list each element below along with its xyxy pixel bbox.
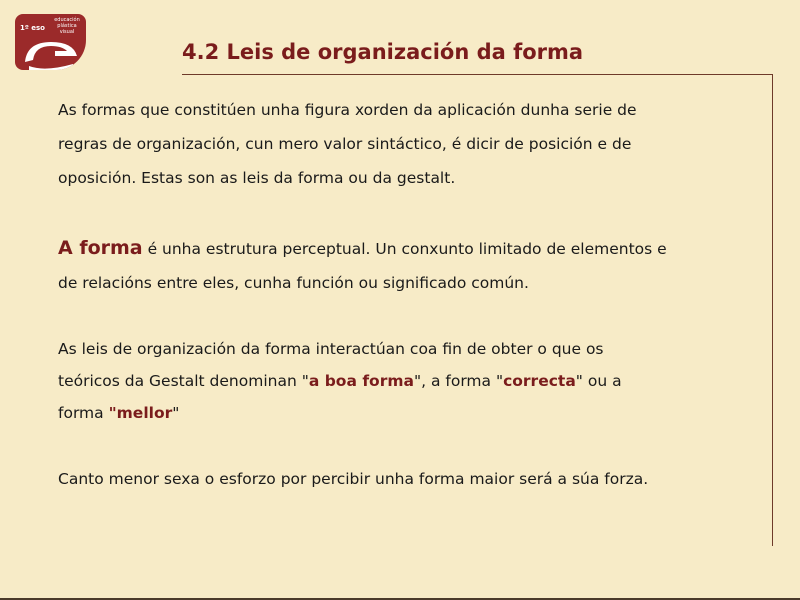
- logo-subject-line: plástica: [57, 23, 77, 29]
- text-line: [58, 397, 622, 429]
- term-highlight: a boa forma: [308, 372, 414, 390]
- text-line: Canto menor sexa o esforzo por percibir unha forma maior será a súa forza.: [58, 470, 649, 488]
- text-line: regras de organización, cun mero valor sintáctico, é dicir de posición e de: [58, 135, 632, 153]
- text-line: de relacións entre eles, cunha función ou significado común.: [58, 274, 529, 292]
- text-span: " ou a: [575, 372, 622, 390]
- term-highlight: A forma: [58, 237, 143, 259]
- text-span: teóricos da Gestalt denominan ": [58, 372, 309, 390]
- logo-course-label: 1º eso: [20, 24, 45, 32]
- logo-e-icon: [15, 34, 86, 70]
- text-line: As leis de organización da forma interactúan coa fin de obter o que os: [58, 340, 604, 358]
- text-span: forma: [58, 404, 109, 422]
- content-right-border: [772, 74, 773, 546]
- course-logo: [15, 14, 86, 70]
- page-title: 4.2 Leis de organización da forma: [182, 40, 584, 64]
- paragraph-definition: [58, 231, 667, 300]
- title-divider: [182, 74, 773, 75]
- paragraph-intro: [58, 93, 637, 195]
- logo-subject-line: visual: [59, 29, 75, 35]
- text-span: é unha estrutura perceptual. Un conxunto limitado de elementos e: [142, 240, 667, 258]
- text-line: [58, 231, 667, 266]
- paragraph-laws: [58, 333, 622, 429]
- text-line: [58, 365, 622, 397]
- term-highlight: "mellor: [108, 404, 173, 422]
- text-span: ", a forma ": [413, 372, 504, 390]
- paragraph-conclusion: [58, 462, 648, 496]
- term-highlight: correcta: [503, 372, 576, 390]
- logo-subject-line: educación: [54, 17, 80, 23]
- logo-subject-label: [49, 17, 85, 35]
- text-span: ": [172, 404, 180, 422]
- text-line: As formas que constitúen unha figura xorden da aplicación dunha serie de: [58, 101, 637, 119]
- text-line: oposición. Estas son as leis da forma ou da gestalt.: [58, 169, 456, 187]
